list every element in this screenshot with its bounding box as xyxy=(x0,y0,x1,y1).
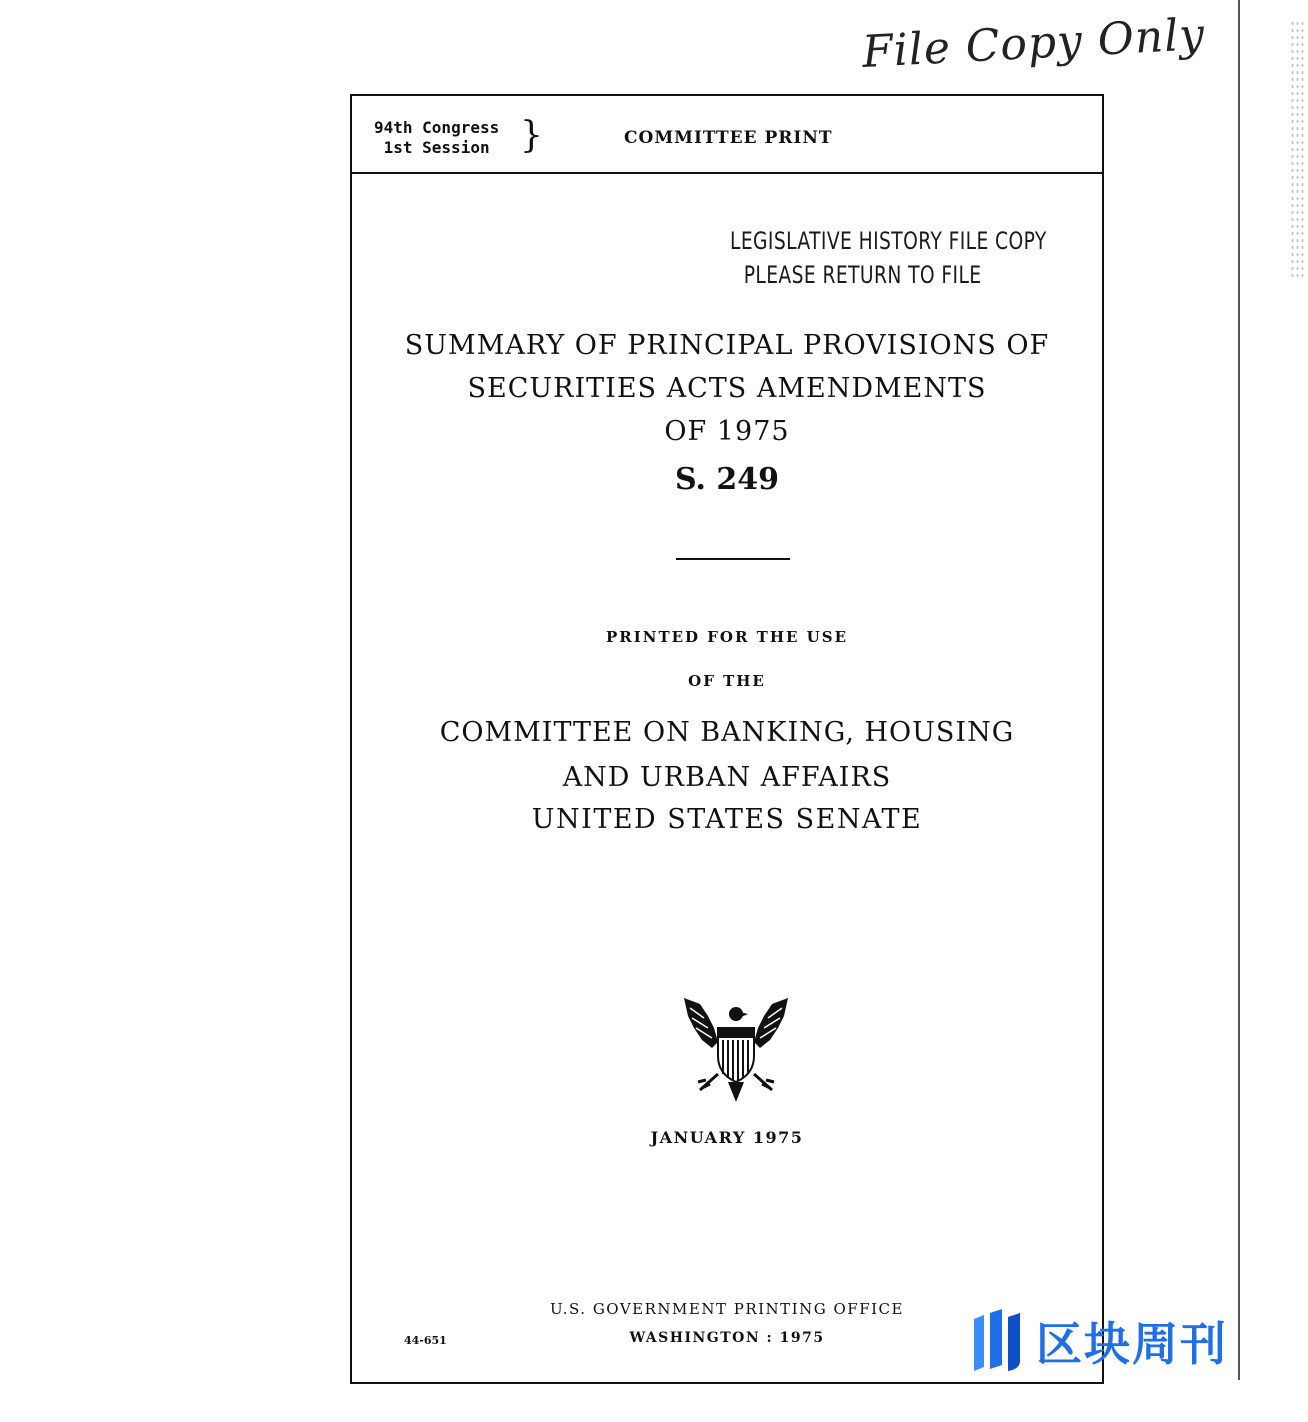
publication-date: JANUARY 1975 xyxy=(650,1128,804,1147)
committee-print-cover xyxy=(350,94,1104,1384)
of-the-label: OF THE xyxy=(688,672,766,690)
handwritten-note: File Copy Only xyxy=(860,9,1207,78)
stamp-line-1: LEGISLATIVE HISTORY FILE COPY xyxy=(730,227,1047,255)
page-edge-rule xyxy=(1238,0,1240,1380)
cover-header xyxy=(352,96,1102,174)
watermark-text: 区块周刊 xyxy=(1036,1317,1228,1371)
committee-name xyxy=(352,710,1102,800)
session-label: 1st Session xyxy=(383,138,490,157)
title-line-2: SECURITIES ACTS AMENDMENTS xyxy=(467,373,987,404)
committee-line-2: AND URBAN AFFAIRS xyxy=(562,762,892,793)
watermark-logo-icon xyxy=(968,1309,1026,1373)
congress-session-block xyxy=(374,118,499,158)
printed-for-label: PRINTED FOR THE USE xyxy=(605,628,849,646)
congress-label: 94th Congress xyxy=(374,118,500,137)
committee-line-1: COMMITTEE ON BANKING, HOUSING xyxy=(439,717,1015,748)
title-line-3: OF 1975 xyxy=(664,416,790,447)
document-title xyxy=(352,324,1102,453)
title-line-1: SUMMARY OF PRINCIPAL PROVISIONS OF xyxy=(404,330,1050,361)
job-number: 44-651 xyxy=(404,1334,447,1347)
bill-number: S. 249 xyxy=(674,462,780,497)
stamp-line-2: PLEASE RETURN TO FILE xyxy=(743,261,982,289)
scan-speckle xyxy=(1290,20,1304,280)
brace-glyph: } xyxy=(520,115,543,156)
senate-label: UNITED STATES SENATE xyxy=(531,804,923,835)
eagle-seal-icon xyxy=(678,994,794,1106)
print-type-label: COMMITTEE PRINT xyxy=(624,128,833,148)
printing-place: WASHINGTON : 1975 xyxy=(629,1330,825,1346)
site-watermark xyxy=(968,1308,1228,1374)
title-divider xyxy=(676,558,790,560)
printing-office: U.S. GOVERNMENT PRINTING OFFICE xyxy=(550,1300,904,1318)
legislative-history-stamp xyxy=(730,224,1047,292)
